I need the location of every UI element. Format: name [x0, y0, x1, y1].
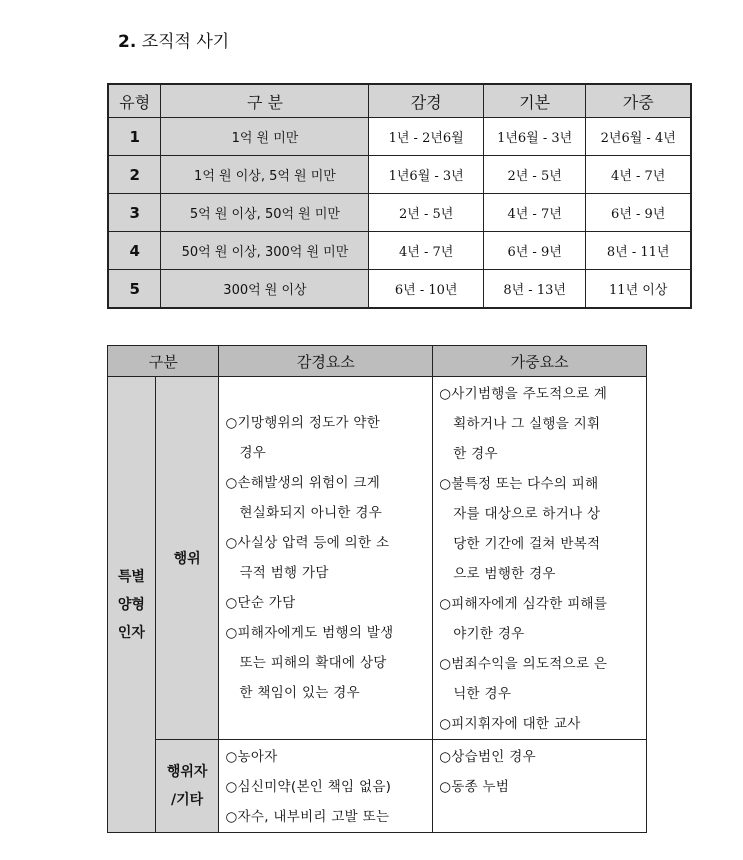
table-row	[108, 194, 691, 232]
type-cell: 5	[108, 270, 161, 309]
factor-item	[225, 618, 428, 708]
mitigated-range: 4년 - 7년	[369, 232, 483, 270]
factor-line: 한 경우	[453, 446, 498, 462]
actor-label-line: 행위자	[166, 764, 208, 780]
table-header-row	[108, 84, 691, 118]
type-cell: 1	[108, 118, 161, 156]
basic-range: 8년 - 13년	[483, 270, 586, 309]
table-row	[108, 232, 691, 270]
header-aggravated: 가중	[586, 84, 691, 118]
factor-line: 극적 범행 가담	[239, 565, 329, 581]
section-heading	[118, 27, 229, 52]
basic-range: 2년 - 5년	[483, 156, 586, 194]
header-mitigated: 감경	[369, 84, 483, 118]
header-type: 유형	[108, 84, 161, 118]
actor-mitigating-cell	[219, 740, 433, 833]
factor-line: ○단순 가담	[225, 595, 296, 611]
special-factor-label	[108, 377, 156, 833]
factor-item	[439, 709, 642, 739]
factors-actor-row	[108, 740, 647, 833]
class-cell: 300억 원 이상	[161, 270, 369, 309]
factors-header-row	[108, 346, 647, 377]
aggravated-range: 2년6월 - 4년	[586, 118, 691, 156]
factor-line: 한 책임이 있는 경우	[239, 685, 360, 701]
factor-item: ○동종 누범	[439, 779, 510, 795]
factor-line: 으로 범행한 경우	[453, 566, 556, 582]
mitigated-range: 2년 - 5년	[369, 194, 483, 232]
class-cell: 1억 원 미만	[161, 118, 369, 156]
section-number: 2.	[118, 32, 137, 52]
table-row	[108, 118, 691, 156]
factor-item	[225, 588, 428, 618]
basic-range: 4년 - 7년	[483, 194, 586, 232]
act-mitigating-cell	[219, 377, 433, 740]
factor-line: ○불특정 또는 다수의 피해	[439, 476, 599, 492]
factors-act-row	[108, 377, 647, 740]
factor-item	[225, 528, 428, 588]
header-class: 구 분	[161, 84, 369, 118]
header-basic: 기본	[483, 84, 586, 118]
factor-item	[225, 468, 428, 528]
factor-item	[439, 379, 642, 469]
table-row	[108, 156, 691, 194]
aggravated-range: 6년 - 9년	[586, 194, 691, 232]
factor-line: 경우	[239, 445, 267, 461]
factor-line: ○기망행위의 정도가 약한	[225, 415, 381, 431]
section-title: 조직적 사기	[141, 32, 230, 52]
factor-item	[439, 649, 642, 709]
factor-line: ○피해자에게도 범행의 발생	[225, 625, 394, 641]
act-label: 행위	[155, 377, 219, 740]
basic-range: 6년 - 9년	[483, 232, 586, 270]
factor-line: ○범죄수익을 의도적으로 은	[439, 656, 608, 672]
factor-line: ○사실상 압력 등에 의한 소	[225, 535, 390, 551]
mitigated-range: 1년6월 - 3년	[369, 156, 483, 194]
table-row	[108, 270, 691, 309]
actor-aggravating-cell	[433, 740, 647, 833]
aggravated-range: 8년 - 11년	[586, 232, 691, 270]
type-cell: 2	[108, 156, 161, 194]
factor-line: ○피지휘자에 대한 교사	[439, 716, 581, 732]
header-category: 구분	[108, 346, 219, 377]
sentencing-factors-table	[107, 345, 647, 833]
factor-item	[225, 408, 428, 468]
factor-line: 자를 대상으로 하거나 상	[453, 506, 601, 522]
type-cell: 4	[108, 232, 161, 270]
factor-item	[439, 589, 642, 649]
act-aggravating-cell	[433, 377, 647, 740]
factor-line: ○손해발생의 위험이 크게	[225, 475, 381, 491]
factor-line: 현실화되지 아니한 경우	[239, 505, 383, 521]
class-cell: 5억 원 이상, 50억 원 미만	[161, 194, 369, 232]
category-label-line: 양형	[117, 596, 145, 613]
factor-item	[439, 469, 642, 589]
header-mitigating: 감경요소	[219, 346, 433, 377]
factor-item: ○심신미약(본인 책임 없음)	[225, 779, 392, 795]
aggravated-range: 4년 - 7년	[586, 156, 691, 194]
basic-range: 1년6월 - 3년	[483, 118, 586, 156]
factor-line: ○피해자에게 심각한 피해를	[439, 596, 608, 612]
factor-line: 닉한 경우	[453, 686, 512, 702]
factor-item: ○상습범인 경우	[439, 749, 536, 765]
sentencing-range-table	[107, 83, 692, 309]
factor-item: ○농아자	[225, 749, 278, 765]
category-label-line: 특별	[117, 568, 145, 585]
factor-line: 당한 기간에 걸쳐 반복적	[453, 536, 601, 552]
factor-line: 또는 피해의 확대에 상당	[239, 655, 387, 671]
actor-label	[155, 740, 219, 833]
factor-item: ○자수, 내부비리 고발 또는	[225, 809, 390, 825]
class-cell: 1억 원 이상, 5억 원 미만	[161, 156, 369, 194]
mitigated-range: 1년 - 2년6월	[369, 118, 483, 156]
factor-line: ○사기범행을 주도적으로 계	[439, 386, 608, 402]
type-cell: 3	[108, 194, 161, 232]
factor-line: 획하거나 그 실행을 지휘	[453, 416, 601, 432]
mitigated-range: 6년 - 10년	[369, 270, 483, 309]
category-label-line: 인자	[117, 624, 145, 641]
actor-label-line: /기타	[171, 792, 204, 808]
aggravated-range: 11년 이상	[586, 270, 691, 309]
header-aggravating: 가중요소	[433, 346, 647, 377]
factor-line: 야기한 경우	[453, 626, 525, 642]
class-cell: 50억 원 이상, 300억 원 미만	[161, 232, 369, 270]
